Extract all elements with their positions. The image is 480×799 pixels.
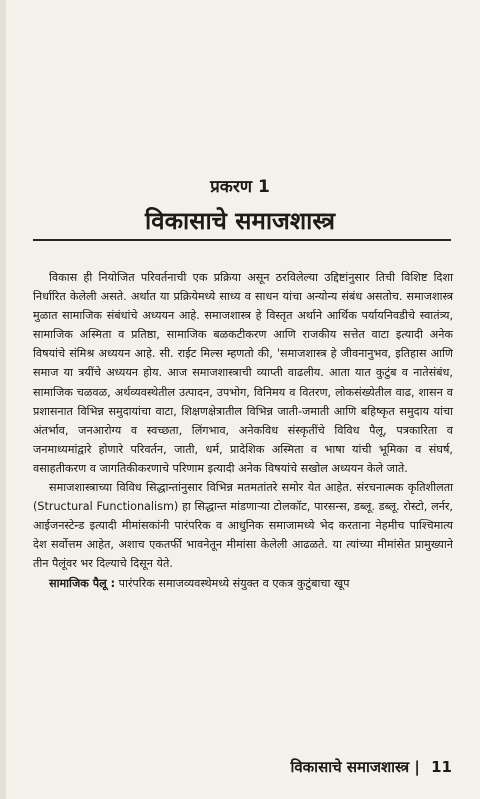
paragraph-3 [33, 574, 453, 593]
title-underline-rule [33, 239, 451, 241]
paragraph-1: विकास ही नियोजित परिवर्तनाची एक प्रक्रिया असून ठरविलेल्या उद्दिष्टांनुसार तिची विशिष्ट दिशा निर्धारित केलेली असते. अर्थात या प्रक्रियेमध्ये साध्य व साधन यांचा अन्योन्य संबंध असतोच. समाजशास्त्र मुळात सामाजिक संबंधांचे अध्ययन आहे. समाजशास्त्र हे विस्तृत अर्थाने आर्थिक पर्यायनिवडीचे स्वातंत्र्य, सामाजिक अस्मिता व प्रतिष्ठा, सामाजिक बळकटीकरण आणि राजकीय सत्तेत वाटा इत्यादी अनेक विषयांचे संमिश्र अध्ययन आहे. सी. राईट मिल्स म्हणतो की, 'समाजशास्त्र हे जीवनानुभव, इतिहास आणि समाज या त्रयींचे अध्ययन होय. आज समाजशास्त्राची व्याप्ती वाढलीय. आता यात कुटुंब व नातेसंबंध, सामाजिक चळवळ, अर्थव्यवस्थेतील उत्पादन, उपभोग, विनिमय व वितरण, लोकसंख्येतील वाढ, शासन व प्रशासनात विभिन्न समुदायांचा वाटा, शिक्षणक्षेत्रातील विभिन्न जाती-जमाती आणि बहिष्कृत समुदाय यांचा अंतर्भाव, जनआरोग्य व स्वच्छता, लिंगभाव, अनेकविध संस्कृतींचे विविध पैलू, पत्रकारिता व जनमाध्यमांद्वारे होणारे परिवर्तन, जाती, धर्म, प्रादेशिक अस्मिता व भाषा यांची भूमिका व संघर्ष, वसाहतीकरण व जागतिकीकरणाचे परिणाम इत्यादी अनेक विषयांचे सखोल अध्ययन केले जाते. [33, 271, 453, 475]
page-footer [200, 757, 452, 777]
paragraph-3-text: पारंपरिक समाजव्यवस्थेमध्ये संयुक्त व एकत्र कुटुंबाचा खूप [115, 576, 350, 590]
chapter-label: प्रकरण 1 [210, 177, 270, 197]
chapter-title: विकासाचे समाजशास्त्र [145, 207, 335, 235]
chapter-body [33, 268, 453, 593]
paragraph-lead-heading: सामाजिक पैलू : [49, 576, 116, 590]
page-edge-shadow [0, 0, 6, 799]
paragraph-2: समाजशास्त्राच्या विविध सिद्धान्तांनुसार विभिन्न मतमतांतरे समोर येत आहेत. संरचनात्मक कृतिशीलता (Structural Functionalism) हा सिद्धान्त मांडणाऱ्या टोलकॉट, पारसन्स, डब्लू. डब्लू. रोस्टो, लर्नर, आईजनस्टेन्ड इत्यादी मीमांसकांनी पारंपरिक व आधुनिक समाजामध्ये भेद करताना नेहमीच पाश्चिमात्य देश सर्वोत्तम आहेत, अशाच एकतर्फी भावनेतून मीमांसा केलेली आढळते. या त्यांच्या मीमांसेत प्रामुख्याने तीन पैलूंवर भर दिल्याचे दिसून येते. [33, 481, 453, 571]
running-title: विकासाचे समाजशास्त्र [290, 758, 410, 776]
footer-separator: | [414, 758, 420, 776]
page-number: 11 [431, 758, 452, 776]
